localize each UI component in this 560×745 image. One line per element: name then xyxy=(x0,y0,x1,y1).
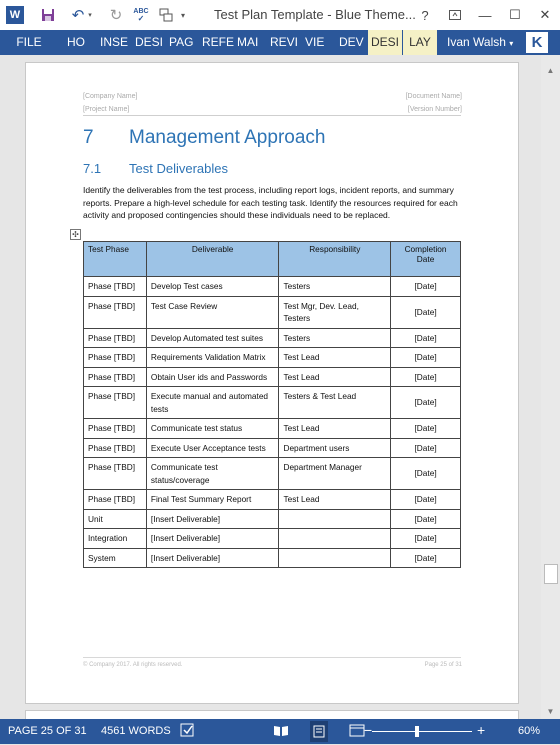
web-layout-icon[interactable] xyxy=(349,724,365,740)
cell-test-phase[interactable]: System xyxy=(84,548,147,568)
close-button[interactable]: ✕ xyxy=(539,7,551,22)
redo-icon[interactable]: ↻ xyxy=(109,7,123,24)
cell-deliverable[interactable]: Develop Automated test suites xyxy=(146,328,279,348)
cell-responsibility[interactable]: Test Mgr, Dev. Lead, Testers xyxy=(279,296,391,328)
spelling-check-icon[interactable]: ABC ✓ xyxy=(133,8,149,23)
ribbon-display-options-icon[interactable] xyxy=(440,8,470,23)
zoom-out-button[interactable]: − xyxy=(364,722,373,738)
cell-completion-date[interactable]: [Date] xyxy=(391,509,461,529)
tab-references[interactable]: REFE xyxy=(202,35,235,49)
customize-qat-icon[interactable]: ▾ xyxy=(180,10,185,20)
cell-completion-date[interactable]: [Date] xyxy=(391,548,461,568)
cell-completion-date[interactable]: [Date] xyxy=(391,419,461,439)
user-name: Ivan Walsh xyxy=(447,35,506,49)
header-project: [Project Name] xyxy=(83,106,130,113)
cell-test-phase[interactable]: Phase [TBD] xyxy=(84,367,147,387)
tab-view[interactable]: VIE xyxy=(305,35,325,49)
cell-completion-date[interactable]: [Date] xyxy=(391,529,461,549)
table-row xyxy=(84,509,461,529)
heading-1-number: 7 xyxy=(83,127,94,148)
cell-deliverable[interactable]: Final Test Summary Report xyxy=(146,490,279,510)
cell-test-phase[interactable]: Phase [TBD] xyxy=(84,387,147,419)
cell-responsibility[interactable] xyxy=(279,529,391,549)
cell-responsibility[interactable] xyxy=(279,548,391,568)
cell-test-phase[interactable]: Phase [TBD] xyxy=(84,348,147,368)
cell-deliverable[interactable]: Communicate test status/coverage xyxy=(146,458,279,490)
cell-test-phase[interactable]: Integration xyxy=(84,529,147,549)
table-row xyxy=(84,419,461,439)
window-controls xyxy=(410,0,560,30)
cell-responsibility[interactable]: Testers xyxy=(279,277,391,297)
cell-deliverable[interactable]: [Insert Deliverable] xyxy=(146,548,279,568)
table-row xyxy=(84,548,461,568)
header-version: [Version Number] xyxy=(407,106,462,113)
minimize-button[interactable]: — xyxy=(478,7,492,23)
cell-responsibility[interactable]: Test Lead xyxy=(279,490,391,510)
table-move-handle-icon[interactable]: ✣ xyxy=(70,229,81,240)
cell-completion-date[interactable]: [Date] xyxy=(391,438,461,458)
scroll-up-icon[interactable]: ▲ xyxy=(546,66,555,75)
heading-2-text: Test Deliverables xyxy=(129,161,228,176)
proofing-icon[interactable] xyxy=(180,723,196,741)
table-row xyxy=(84,438,461,458)
cell-responsibility[interactable]: Testers & Test Lead xyxy=(279,387,391,419)
cell-responsibility[interactable]: Department users xyxy=(279,438,391,458)
heading-1-text: Management Approach xyxy=(129,127,326,148)
page-count-status[interactable]: PAGE 25 OF 31 xyxy=(8,725,87,737)
user-account[interactable] xyxy=(447,30,513,55)
undo-dropdown-icon[interactable]: ▾ xyxy=(88,12,92,19)
tab-file[interactable]: FILE xyxy=(0,30,59,55)
user-dropdown-icon: ▾ xyxy=(509,39,514,48)
save-icon[interactable] xyxy=(40,7,56,23)
word-count-status[interactable]: 4561 WORDS xyxy=(101,725,171,737)
cell-completion-date[interactable]: [Date] xyxy=(391,458,461,490)
table-row xyxy=(84,490,461,510)
cell-deliverable[interactable]: Requirements Validation Matrix xyxy=(146,348,279,368)
cell-test-phase[interactable]: Phase [TBD] xyxy=(84,458,147,490)
cell-deliverable[interactable]: Test Case Review xyxy=(146,296,279,328)
next-page-edge xyxy=(25,710,519,719)
table-row xyxy=(84,277,461,297)
footer-divider xyxy=(83,657,461,658)
cell-test-phase[interactable]: Phase [TBD] xyxy=(84,328,147,348)
cell-deliverable[interactable]: [Insert Deliverable] xyxy=(146,529,279,549)
cell-test-phase[interactable]: Phase [TBD] xyxy=(84,277,147,297)
cell-test-phase[interactable]: Phase [TBD] xyxy=(84,438,147,458)
cell-responsibility[interactable]: Test Lead xyxy=(279,367,391,387)
cell-responsibility[interactable]: Department Manager xyxy=(279,458,391,490)
tab-review[interactable]: REVI xyxy=(270,35,299,49)
zoom-slider[interactable] xyxy=(372,731,472,732)
tab-insert[interactable]: INSE xyxy=(100,35,129,49)
table-row xyxy=(84,529,461,549)
cell-completion-date[interactable]: [Date] xyxy=(391,367,461,387)
tab-page-layout[interactable]: PAG xyxy=(169,35,194,49)
cell-deliverable[interactable]: Execute manual and automated tests xyxy=(146,387,279,419)
cell-deliverable[interactable]: Obtain User ids and Passwords xyxy=(146,367,279,387)
help-button[interactable]: ? xyxy=(421,7,429,23)
cell-completion-date[interactable]: [Date] xyxy=(391,296,461,328)
cell-deliverable[interactable]: Communicate test status xyxy=(146,419,279,439)
cell-test-phase[interactable]: Phase [TBD] xyxy=(84,490,147,510)
tab-developer[interactable]: DEV xyxy=(339,35,364,49)
window-title: Test Plan Template - Blue Theme... xyxy=(214,7,416,22)
tab-table-layout[interactable]: LAY xyxy=(403,30,437,55)
cell-completion-date[interactable]: [Date] xyxy=(391,328,461,348)
undo-icon[interactable]: ↶ xyxy=(71,7,85,24)
table-row xyxy=(84,367,461,387)
ribbon-tabs xyxy=(0,30,560,55)
cell-test-phase[interactable]: Phase [TBD] xyxy=(84,296,147,328)
print-layout-icon[interactable] xyxy=(310,721,328,742)
tab-home[interactable]: HO xyxy=(67,35,85,49)
column-header-responsibility[interactable]: Responsibility xyxy=(279,242,391,277)
cell-test-phase[interactable]: Phase [TBD] xyxy=(84,419,147,439)
header-divider xyxy=(83,115,461,116)
quick-access-toolbar xyxy=(6,5,188,25)
column-header-completion-date[interactable]: Completion Date xyxy=(391,242,461,277)
status-bar xyxy=(0,719,560,744)
footer-copyright: © Company 2017. All rights reserved. xyxy=(83,662,183,668)
cell-completion-date[interactable]: [Date] xyxy=(391,348,461,368)
read-mode-icon[interactable] xyxy=(273,724,289,740)
word-app-icon[interactable]: W xyxy=(6,6,24,24)
cell-responsibility[interactable]: Test Lead xyxy=(279,348,391,368)
document-area xyxy=(0,55,541,719)
scroll-thumb[interactable] xyxy=(544,564,558,584)
table-row xyxy=(84,328,461,348)
zoom-in-button[interactable]: + xyxy=(477,722,486,738)
document-page xyxy=(25,62,519,704)
cell-completion-date[interactable]: [Date] xyxy=(391,490,461,510)
cell-responsibility[interactable]: Testers xyxy=(279,328,391,348)
title-bar xyxy=(0,0,560,30)
cell-completion-date[interactable]: [Date] xyxy=(391,387,461,419)
cell-test-phase[interactable]: Unit xyxy=(84,509,147,529)
table-row xyxy=(84,387,461,419)
cell-responsibility[interactable] xyxy=(279,509,391,529)
zoom-slider-thumb[interactable] xyxy=(415,726,419,737)
restore-button[interactable]: ☐ xyxy=(509,7,521,22)
vertical-scrollbar[interactable] xyxy=(541,55,560,719)
column-header-deliverable[interactable]: Deliverable xyxy=(146,242,279,277)
column-header-test-phase[interactable]: Test Phase xyxy=(84,242,147,277)
header-document-name: [Document Name] xyxy=(405,93,462,100)
table-row xyxy=(84,348,461,368)
table-row xyxy=(84,458,461,490)
cell-responsibility[interactable]: Test Lead xyxy=(279,419,391,439)
cell-deliverable[interactable]: Execute User Acceptance tests xyxy=(146,438,279,458)
cell-completion-date[interactable]: [Date] xyxy=(391,277,461,297)
deliverables-table xyxy=(83,241,461,568)
format-painter-icon[interactable] xyxy=(158,7,174,23)
table-row xyxy=(84,296,461,328)
tab-design[interactable]: DESI xyxy=(135,35,164,49)
table-body xyxy=(84,277,461,568)
cell-deliverable[interactable]: Develop Test cases xyxy=(146,277,279,297)
body-paragraph: Identify the deliverables from the test process, including report logs, incident reports, and summary reports. Prepare a high-level schedule for each testing task. Identify the resources required for each activity and proposed contingencies should these individuals need to be replaced. xyxy=(83,185,458,220)
cell-deliverable[interactable]: [Insert Deliverable] xyxy=(146,509,279,529)
tab-table-design[interactable]: DESI xyxy=(368,30,402,55)
heading-2-number: 7.1 xyxy=(83,161,102,176)
header-company: [Company Name] xyxy=(83,93,138,100)
scroll-down-icon[interactable]: ▼ xyxy=(546,707,555,716)
tab-mailings[interactable]: MAI xyxy=(237,35,259,49)
zoom-level[interactable]: 60% xyxy=(518,725,541,737)
user-avatar[interactable]: K xyxy=(526,32,548,53)
footer-page-number: Page 25 of 31 xyxy=(424,662,462,668)
table-header-row xyxy=(84,242,461,277)
